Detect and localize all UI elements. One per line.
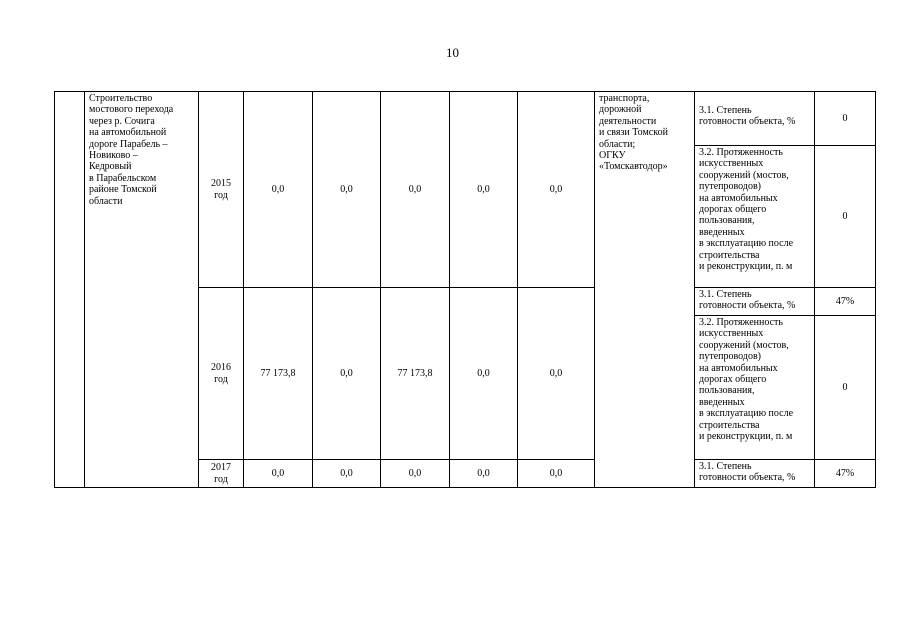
value-cell: 0,0 (271, 183, 285, 195)
indicator-text: 3.1. Степень готовности объекта, % (699, 289, 796, 312)
page-number: 10 (446, 45, 459, 60)
col-divider (694, 91, 695, 488)
value-cell: 0,0 (477, 367, 490, 379)
indicator-value: 0 (842, 381, 848, 393)
col-divider (54, 91, 55, 488)
value-cell: 0,0 (340, 183, 353, 195)
col-divider (594, 91, 595, 488)
responsible-executor: транспорта, дорожной деятельности и связи Томской области; ОГКУ «Томскавтодор» (599, 93, 668, 173)
value-cell: 0,0 (549, 467, 563, 479)
table-bottom-border (54, 487, 876, 488)
indicator-text: 3.2. Протяженность искусственных сооружений (мостов, путепроводов) на автомобильных дорогах общего пользования, введенных в эксплуатацию после строительства и реконструкции, п. м (699, 147, 794, 273)
value-cell: 0,0 (477, 183, 490, 195)
indicator-value: 47% (835, 467, 855, 479)
indicator-text: 3.2. Протяженность искусственных сооружений (мостов, путепроводов) на автомобильных дорогах общего пользования, введенных в эксплуатацию после строительства и реконструкции, п. м (699, 317, 794, 443)
value-cell: 0,0 (408, 183, 422, 195)
value-cell: 0,0 (271, 467, 285, 479)
indicator-value: 0 (842, 210, 848, 222)
value-cell: 0,0 (408, 467, 422, 479)
value-cell: 0,0 (477, 467, 490, 479)
value-cell: 0,0 (549, 367, 563, 379)
value-cell: 0,0 (340, 367, 353, 379)
indicator-text: 3.1. Степень готовности объекта, % (699, 105, 796, 128)
col-divider (84, 91, 85, 488)
value-cell: 0,0 (340, 467, 353, 479)
indicator-value: 0 (842, 112, 848, 124)
year-cell: 2016 год (211, 362, 231, 385)
year-cell: 2017 год (211, 462, 231, 485)
value-cell: 77 173,8 (260, 367, 296, 379)
value-cell: 77 173,8 (397, 367, 433, 379)
indicator-value: 47% (835, 295, 855, 307)
indicator-text: 3.1. Степень готовности объекта, % (699, 461, 796, 484)
col-divider (875, 91, 876, 488)
program-table (54, 91, 876, 488)
value-cell: 0,0 (549, 183, 563, 195)
year-cell: 2015 год (211, 178, 231, 201)
object-name: Строительство мостового перехода через р. Сочига на автомобильной дороге Парабель – Новиково – Кедровый в Парабельском районе Томской области (89, 93, 174, 207)
